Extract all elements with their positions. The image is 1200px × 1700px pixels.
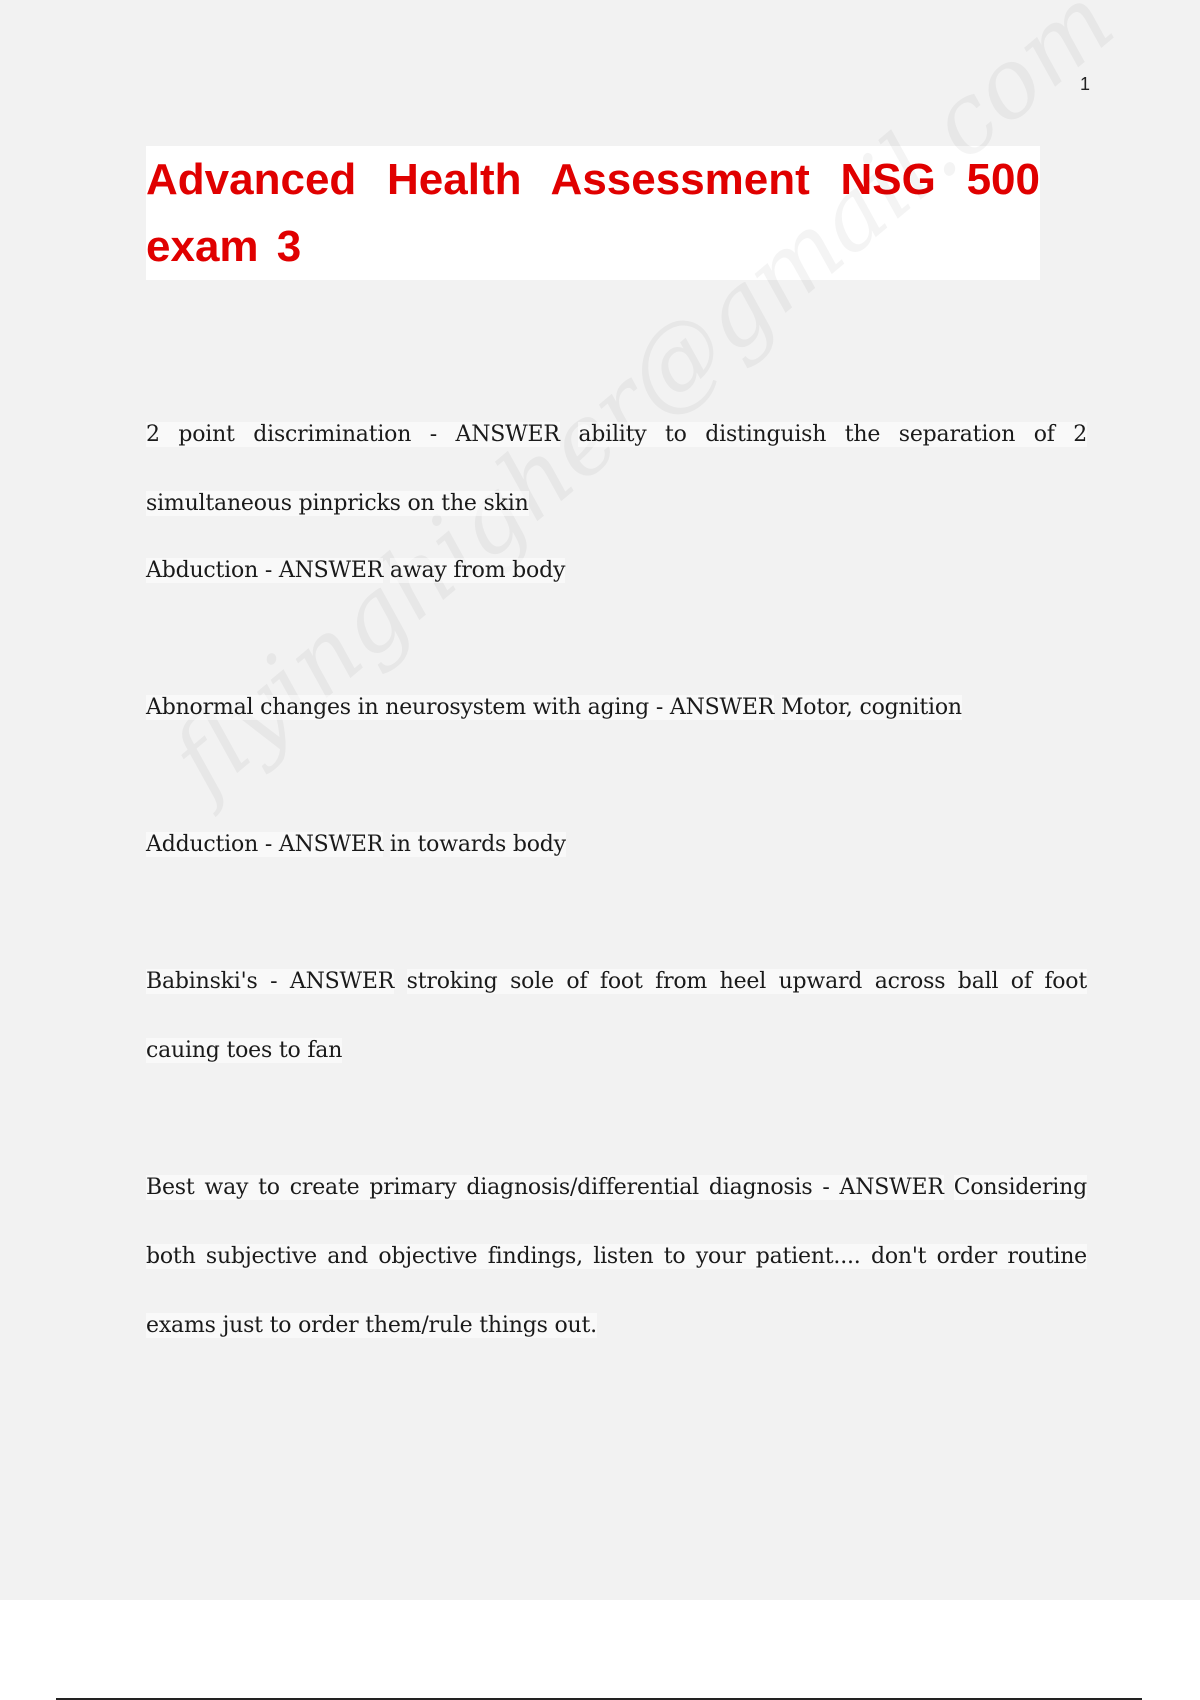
term: Babinski's bbox=[146, 969, 258, 994]
term: 2 point discrimination bbox=[146, 422, 412, 447]
term: Adduction bbox=[146, 832, 259, 857]
answer: ability to distinguish the separation of 2 simultaneous pinpricks on the skin bbox=[146, 422, 1088, 516]
separator: - bbox=[258, 558, 279, 583]
answer-label: ANSWER bbox=[289, 969, 395, 994]
answer: away from body bbox=[389, 558, 566, 583]
answer-label: ANSWER bbox=[455, 422, 560, 447]
answer-label: ANSWER bbox=[278, 832, 384, 857]
title-block bbox=[146, 146, 1040, 280]
qa-item bbox=[146, 400, 1087, 538]
answer: Considering both subjective and objective findings, listen to your patient.... don't order routine exams just to order them/rule things out. bbox=[146, 1175, 1087, 1338]
separator: - bbox=[258, 832, 279, 857]
page-number: 1 bbox=[1079, 74, 1090, 94]
term: Best way to create primary diagnosis/differential diagnosis bbox=[146, 1175, 813, 1200]
qa-item bbox=[146, 673, 1087, 742]
answer: stroking sole of foot from heel upward across ball of foot cauing toes to fan bbox=[146, 969, 1087, 1063]
answer-label: ANSWER bbox=[839, 1175, 944, 1200]
answer: Motor, cognition bbox=[780, 695, 962, 720]
separator: - bbox=[649, 695, 670, 720]
qa-item bbox=[146, 1153, 1087, 1360]
qa-item bbox=[146, 947, 1087, 1085]
qa-item bbox=[146, 536, 1087, 605]
term: Abduction bbox=[146, 558, 259, 583]
answer: in towards body bbox=[389, 832, 566, 857]
answer-label: ANSWER bbox=[669, 695, 775, 720]
separator: - bbox=[812, 1175, 840, 1200]
qa-item bbox=[146, 810, 1087, 879]
separator: - bbox=[411, 422, 456, 447]
document-title: Advanced Health Assessment NSG 500 exam 3 bbox=[146, 155, 1040, 271]
term: Abnormal changes in neurosystem with aging bbox=[146, 695, 650, 720]
separator: - bbox=[257, 969, 290, 994]
answer-label: ANSWER bbox=[278, 558, 384, 583]
